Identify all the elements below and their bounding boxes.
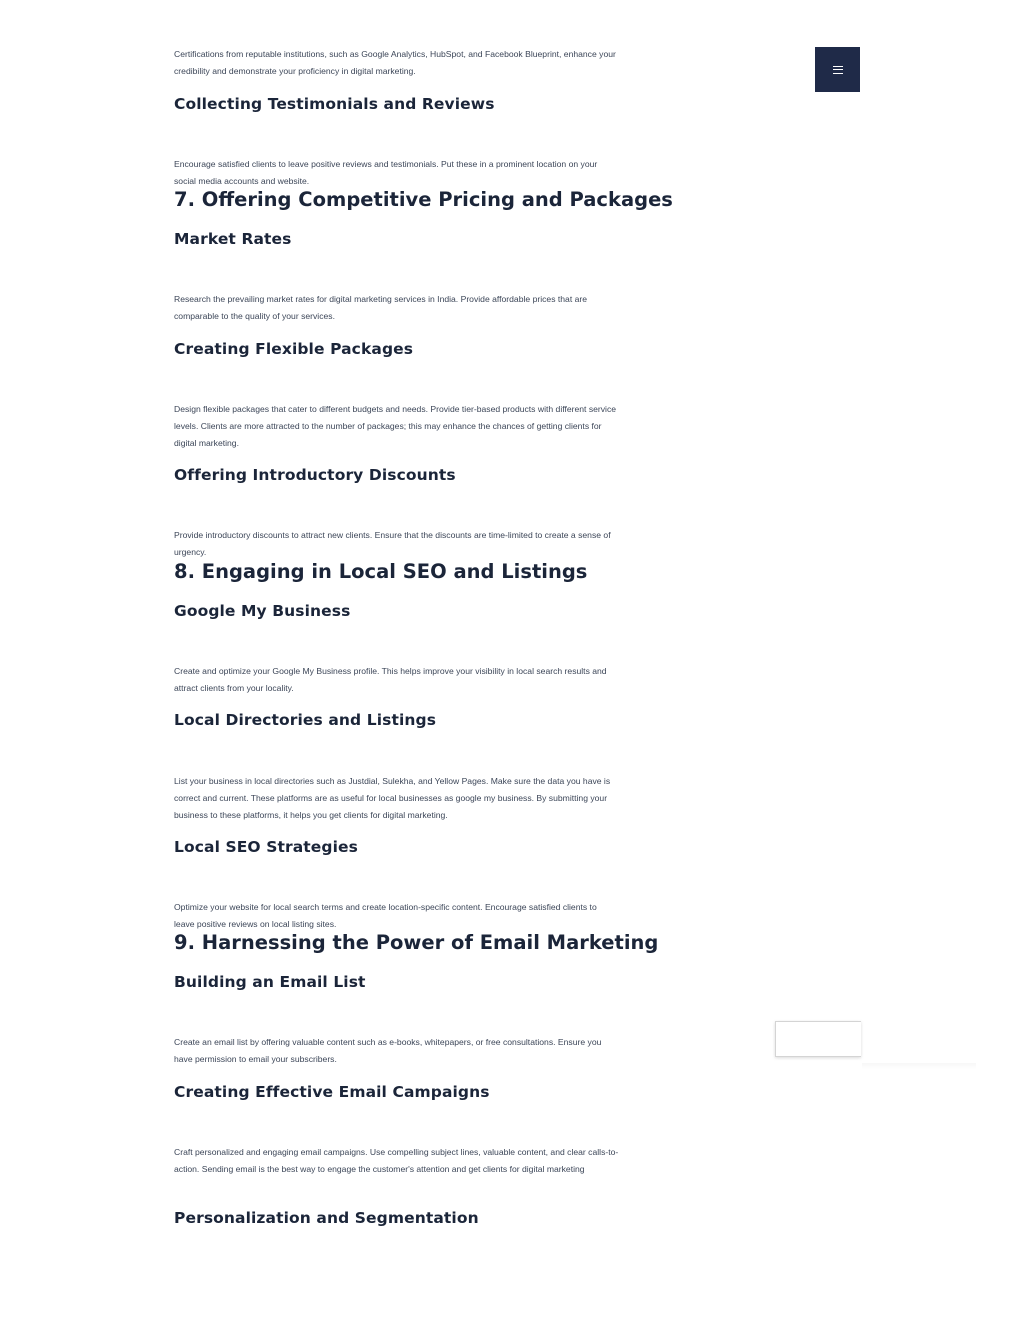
testimonials-heading: Collecting Testimonials and Reviews: [174, 95, 495, 113]
local-directories-heading: Local Directories and Listings: [174, 711, 437, 729]
campaigns-paragraph-block: [174, 1144, 619, 1178]
testimonials-heading-block: [174, 94, 619, 114]
market-rates-heading: Market Rates: [174, 230, 292, 248]
testimonials-paragraph-block: [174, 156, 619, 190]
email-list-heading: Building an Email List: [174, 973, 366, 991]
local-directories-paragraph: List your business in local directories such as Justdial, Sulekha, and Yellow Pages. Make sure the data you have is correct and current. These platforms are as useful for local businesses as google my business. By submitting your business to these platforms, it helps you get clients for digital marketing.: [174, 776, 611, 820]
campaigns-heading-block: [174, 1082, 619, 1102]
email-campaigns-paragraph: Craft personalized and engaging email campaigns. Use compelling subject lines, valuable content, and clear calls-to-action. Sending email is the best way to engage the customer's attention and get clients for digital marketing: [174, 1147, 619, 1174]
google-my-business-paragraph: Create and optimize your Google My Business profile. This helps improve your visibility in local search results and attract clients from your locality.: [174, 666, 607, 693]
personalization-heading: Personalization and Segmentation: [174, 1209, 479, 1227]
badge-shadow: [862, 1063, 976, 1069]
local-heading-block: [174, 560, 619, 584]
directories-paragraph-block: [174, 773, 619, 824]
local-seo-section-heading: 8. Engaging in Local SEO and Listings: [174, 560, 588, 583]
menu-button[interactable]: [815, 47, 860, 92]
market-rates-paragraph: Research the prevailing market rates for digital marketing services in India. Provide affordable prices that are comparable to the quality of your services.: [174, 294, 588, 321]
gmb-heading-block: [174, 601, 619, 621]
hamburger-menu-icon: [833, 66, 843, 74]
local-seo-strategies-paragraph: Optimize your website for local search terms and create location-specific content. Encourage satisfied clients to leave positive reviews on local listing sites.: [174, 902, 597, 929]
local-seo-heading-block: [174, 837, 619, 857]
flexible-packages-paragraph: Design flexible packages that cater to different budgets and needs. Provide tier-based products with different service levels. Clients are more attracted to the number of packages; this may enhance the chances of getting clients for digital marketing.: [174, 404, 617, 448]
testimonials-paragraph: Encourage satisfied clients to leave positive reviews and testimonials. Put these in a prominent location on your social media accounts and website.: [174, 159, 598, 186]
email-list-heading-block: [174, 972, 619, 992]
email-list-paragraph-block: [174, 1034, 619, 1068]
market-rates-heading-block: [174, 229, 619, 249]
directories-heading-block: [174, 710, 619, 730]
certifications-paragraph-block: [174, 46, 619, 80]
email-list-paragraph: Create an email list by offering valuable content such as e-books, whitepapers, or free consultations. Ensure you have permission to email your subscribers.: [174, 1037, 602, 1064]
discounts-heading-block: [174, 465, 619, 485]
local-seo-paragraph-block: [174, 899, 619, 933]
pricing-section-heading: 7. Offering Competitive Pricing and Packages: [174, 188, 673, 211]
flexible-heading-block: [174, 339, 619, 359]
email-campaigns-heading: Creating Effective Email Campaigns: [174, 1083, 490, 1101]
email-heading-block: [174, 931, 659, 955]
recaptcha-badge[interactable]: [775, 1021, 861, 1057]
personalization-heading-block: [174, 1208, 619, 1228]
introductory-discounts-heading: Offering Introductory Discounts: [174, 466, 456, 484]
market-rates-paragraph-block: [174, 291, 619, 325]
flexible-packages-heading: Creating Flexible Packages: [174, 340, 414, 358]
pricing-heading-block: [174, 188, 673, 212]
flexible-paragraph-block: [174, 401, 619, 452]
certifications-paragraph: Certifications from reputable institutions, such as Google Analytics, HubSpot, and Facebook Blueprint, enhance your credibility and demonstrate your proficiency in digital marketing.: [174, 49, 616, 76]
discounts-paragraph-block: [174, 527, 619, 561]
local-seo-strategies-heading: Local SEO Strategies: [174, 838, 358, 856]
email-marketing-section-heading: 9. Harnessing the Power of Email Marketing: [174, 931, 659, 954]
introductory-discounts-paragraph: Provide introductory discounts to attract new clients. Ensure that the discounts are time-limited to create a sense of urgency.: [174, 530, 611, 557]
google-my-business-heading: Google My Business: [174, 602, 351, 620]
gmb-paragraph-block: [174, 663, 619, 697]
